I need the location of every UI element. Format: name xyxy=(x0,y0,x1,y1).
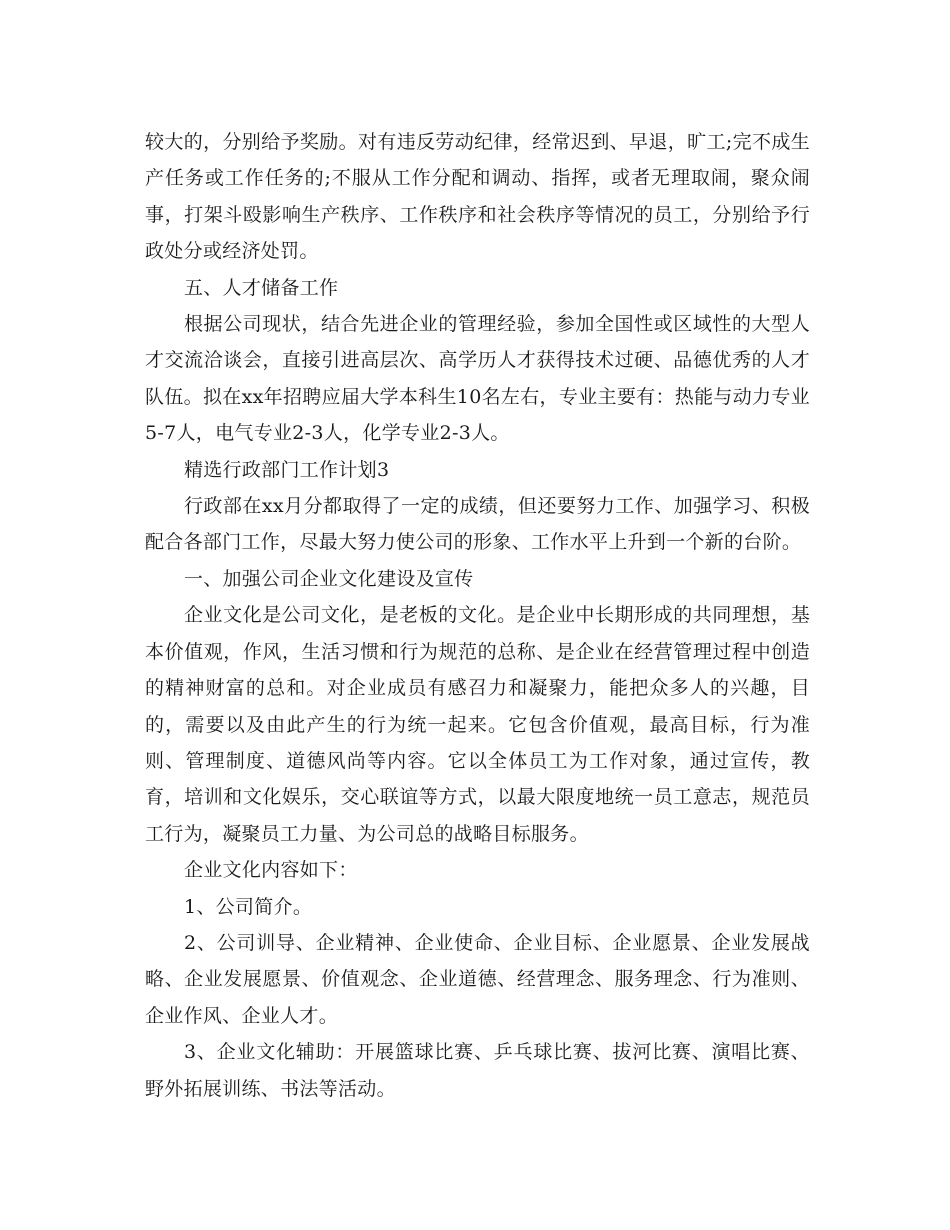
heading-work-plan-3: 精选行政部门工作计划3 xyxy=(183,458,390,481)
list-item-3: 3、企业文化辅助：开展篮球比赛、乒乓球比赛、拔河比赛、演唱比赛、野外拓展训练、书法等活动。 xyxy=(145,1041,810,1100)
section-heading-talent-reserve: 五、人才储备工作 xyxy=(183,276,339,299)
list-item-1: 1、公司简介。 xyxy=(183,895,313,918)
list-item-2: 2、公司训导、企业精神、企业使命、企业目标、企业愿景、企业发展战略、企业发展愿景、价值观念、企业道德、经营理念、服务理念、行为准则、企业作风、企业人才。 xyxy=(145,931,810,1027)
paragraph-talent-reserve: 根据公司现状，结合先进企业的管理经验，参加全国性或区域性的大型人才交流洽谈会，直接引进高层次、高学历人才获得技术过硬、品德优秀的人才队伍。拟在xx年招聘应届大学本科生10名左右，专业主要有：热能与动力专业5-7人，电气专业2-3人，化学专业2-3人。 xyxy=(145,313,810,445)
paragraph-culture-contents-intro: 企业文化内容如下： xyxy=(183,859,358,882)
paragraph-corporate-culture: 企业文化是公司文化，是老板的文化。是企业中长期形成的共同理想，基本价值观，作风，生活习惯和行为规范的总称、是企业在经营管理过程中创造的精神财富的总和。对企业成员有感召力和凝聚力，能把众多人的兴趣，目的，需要以及由此产生的行为统一起来。它包含价值观，最高目标，行为准则、管理制度、道德风尚等内容。它以全体员工为工作对象，通过宣传，教育，培训和文化娱乐，交心联谊等方式，以最大限度地统一员工意志，规范员工行为，凝聚员工力量、为公司总的战略目标服务。 xyxy=(145,604,810,845)
section-heading-corporate-culture: 一、加强公司企业文化建设及宣传 xyxy=(183,567,474,590)
paragraph-admin-intro: 行政部在xx月分都取得了一定的成绩，但还要努力工作、加强学习、积极配合各部门工作，尽最大努力使公司的形象、工作水平上升到一个新的台阶。 xyxy=(145,495,810,554)
paragraph-rewards-penalties: 较大的，分别给予奖励。对有违反劳动纪律，经常迟到、早退，旷工;完不成生产任务或工作任务的;不服从工作分配和调动、指挥，或者无理取闹，聚众闹事，打架斗殴影响生产秩序、工作秩序和社会秩序等情况的员工，分别给予行政处分或经济处罚。 xyxy=(145,131,810,263)
document-body xyxy=(145,124,810,1107)
